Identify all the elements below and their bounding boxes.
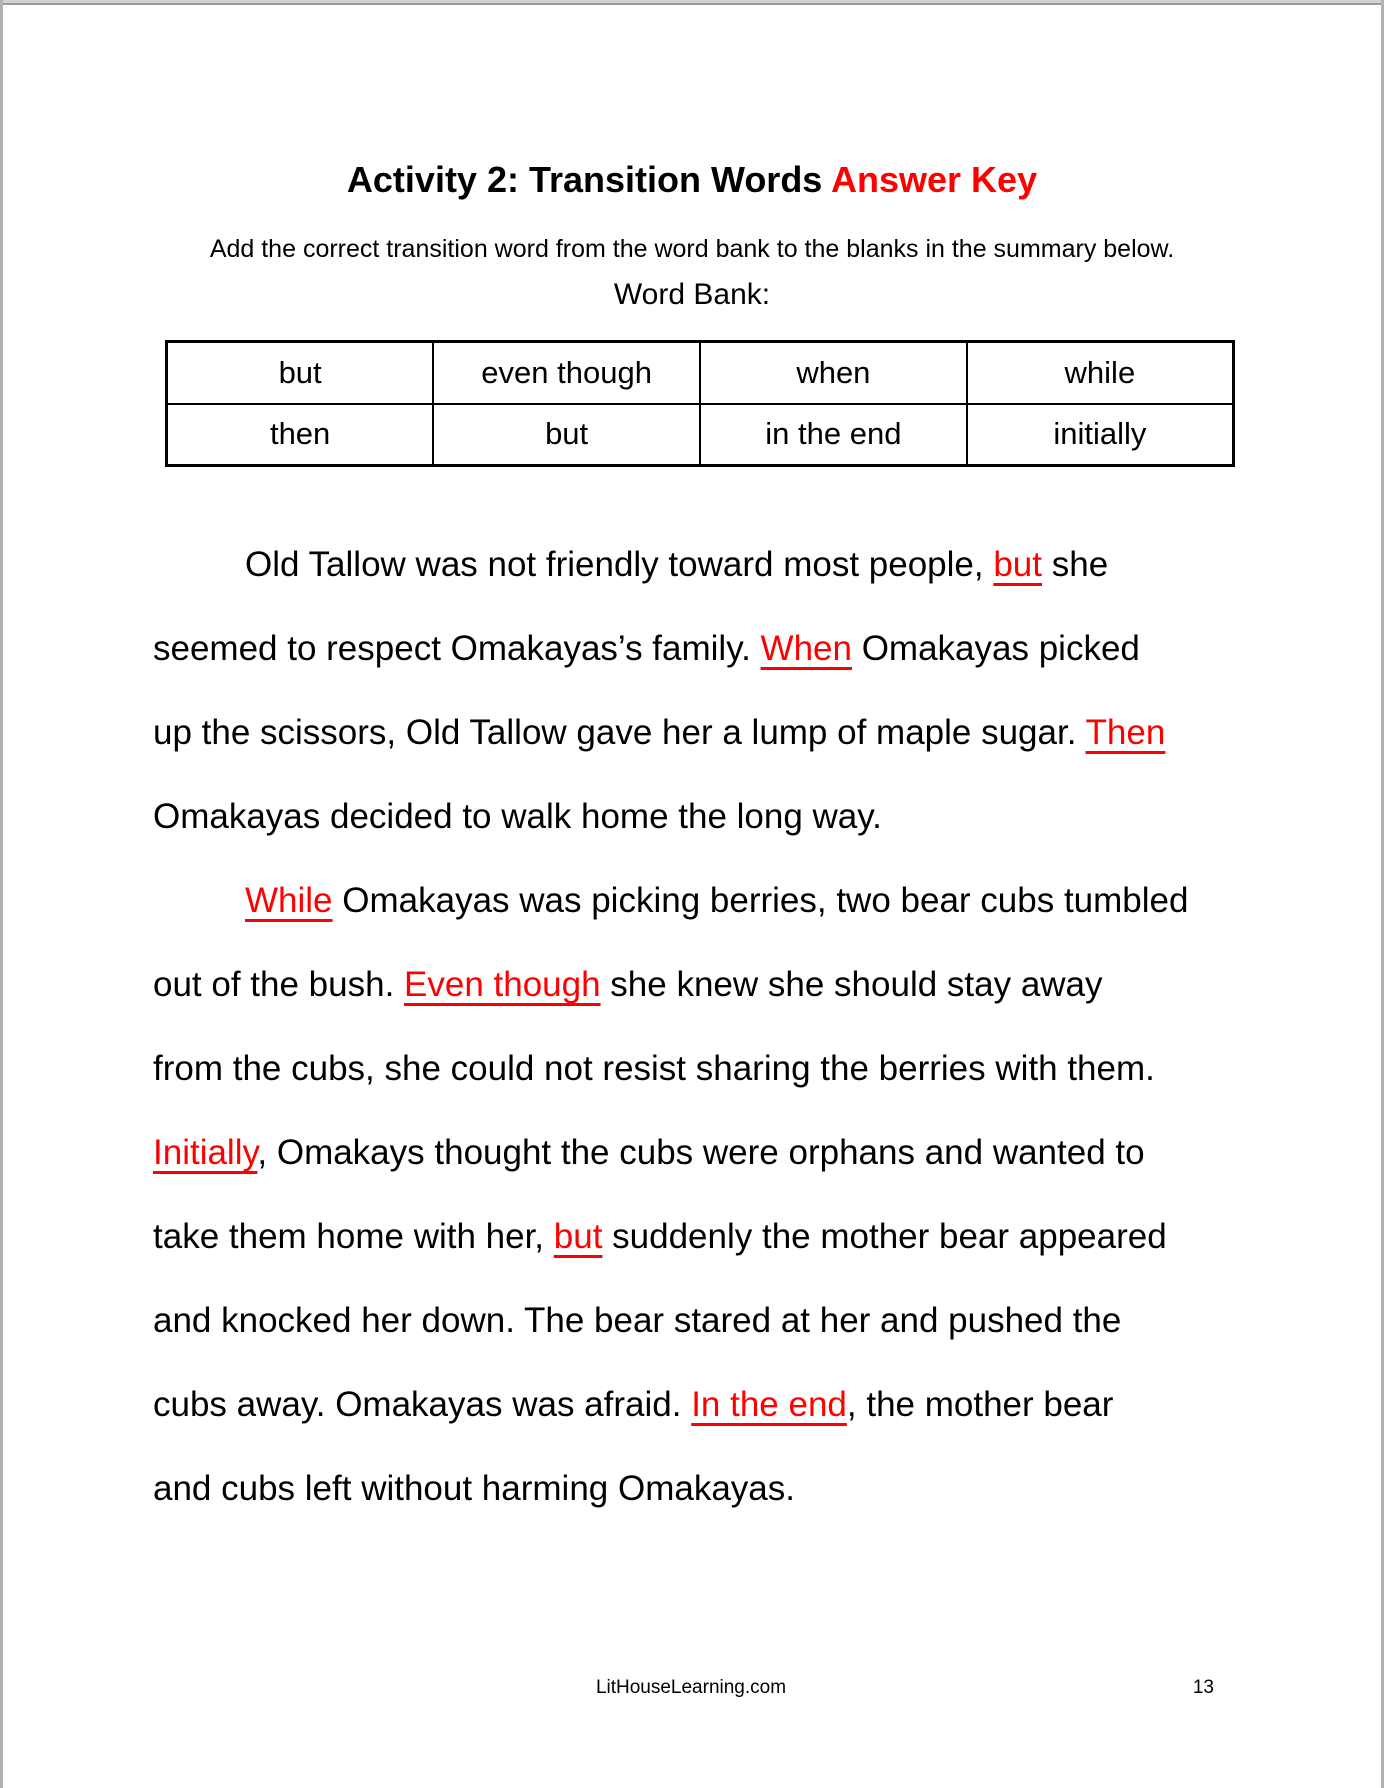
summary-text-segment: and knocked her down. The bear stared at her and pushed the	[153, 1301, 1122, 1340]
word-bank-cell: even though	[433, 342, 700, 404]
instructions-text: Add the correct transition word from the word bank to the blanks in the summary below.	[209, 235, 1175, 263]
footer-page-number: 13	[1192, 1677, 1214, 1698]
page-title-answer-key: Answer Key	[831, 159, 1038, 200]
word-bank-row	[167, 342, 1234, 404]
page-footer	[153, 1676, 1229, 1700]
transition-word-answer: Initially	[153, 1133, 258, 1172]
summary-text-segment: she	[1042, 545, 1109, 584]
word-bank-cell: then	[167, 404, 434, 466]
page-title	[3, 158, 1381, 202]
summary-text-segment: , the mother bear	[846, 1385, 1114, 1424]
summary-text-segment: suddenly the mother bear appeared	[602, 1217, 1167, 1256]
summary-text-segment: , Omakays thought the cubs were orphans and wanted to	[257, 1133, 1145, 1172]
summary-line	[153, 1027, 1243, 1111]
summary-line	[153, 1195, 1243, 1279]
transition-word-answer: When	[760, 629, 852, 668]
summary-text-segment: Omakayas picked	[851, 629, 1140, 668]
summary-paragraph	[153, 859, 1243, 1531]
footer-site-name: LitHouseLearning.com	[595, 1677, 787, 1698]
transition-word-answer: While	[245, 881, 333, 920]
summary-text-segment: seemed to respect Omakayas’s family.	[153, 629, 761, 668]
summary-line	[153, 1447, 1243, 1531]
summary-paragraph	[153, 523, 1243, 859]
word-bank-cell: in the end	[700, 404, 967, 466]
page-title-black: Activity 2: Transition Words	[346, 159, 831, 200]
summary-line	[153, 1363, 1243, 1447]
page-top-edge	[3, 0, 1381, 5]
summary-line	[153, 859, 1243, 943]
word-bank-cell: initially	[967, 404, 1234, 466]
transition-word-answer: Then	[1085, 713, 1166, 752]
word-bank-cell: when	[700, 342, 967, 404]
summary-text-segment: cubs away. Omakayas was afraid.	[153, 1385, 692, 1424]
summary-text-segment: from the cubs, she could not resist sharing the berries with them.	[153, 1049, 1155, 1088]
word-bank-cell: but	[433, 404, 700, 466]
summary-text-segment: Omakayas decided to walk home the long way.	[153, 797, 882, 836]
summary-text-segment: out of the bush.	[153, 965, 405, 1004]
summary-line	[153, 943, 1243, 1027]
word-bank-table	[165, 340, 1235, 467]
summary-line	[153, 691, 1243, 775]
summary-text-segment: she knew she should stay away	[600, 965, 1103, 1004]
summary-line	[153, 1111, 1243, 1195]
transition-word-answer: Even though	[404, 965, 601, 1004]
summary-text-segment: Omakayas was picking berries, two bear cubs tumbled	[332, 881, 1189, 920]
transition-word-answer: In the end	[691, 1385, 847, 1424]
summary-text-segment: take them home with her,	[153, 1217, 554, 1256]
transition-word-answer: but	[993, 545, 1042, 584]
summary-text-segment: Old Tallow was not friendly toward most people,	[245, 545, 994, 584]
word-bank-cell: while	[967, 342, 1234, 404]
word-bank-label: Word Bank:	[613, 278, 771, 311]
transition-word-answer: but	[553, 1217, 603, 1256]
summary-line	[153, 775, 1243, 859]
summary-text-segment: up the scissors, Old Tallow gave her a lump of maple sugar.	[153, 713, 1086, 752]
summary-text	[153, 523, 1243, 1531]
summary-line	[153, 1279, 1243, 1363]
summary-text-segment: and cubs left without harming Omakayas.	[153, 1469, 795, 1508]
summary-line	[153, 523, 1243, 607]
word-bank-row	[167, 404, 1234, 466]
summary-line	[153, 607, 1243, 691]
word-bank-cell: but	[167, 342, 434, 404]
